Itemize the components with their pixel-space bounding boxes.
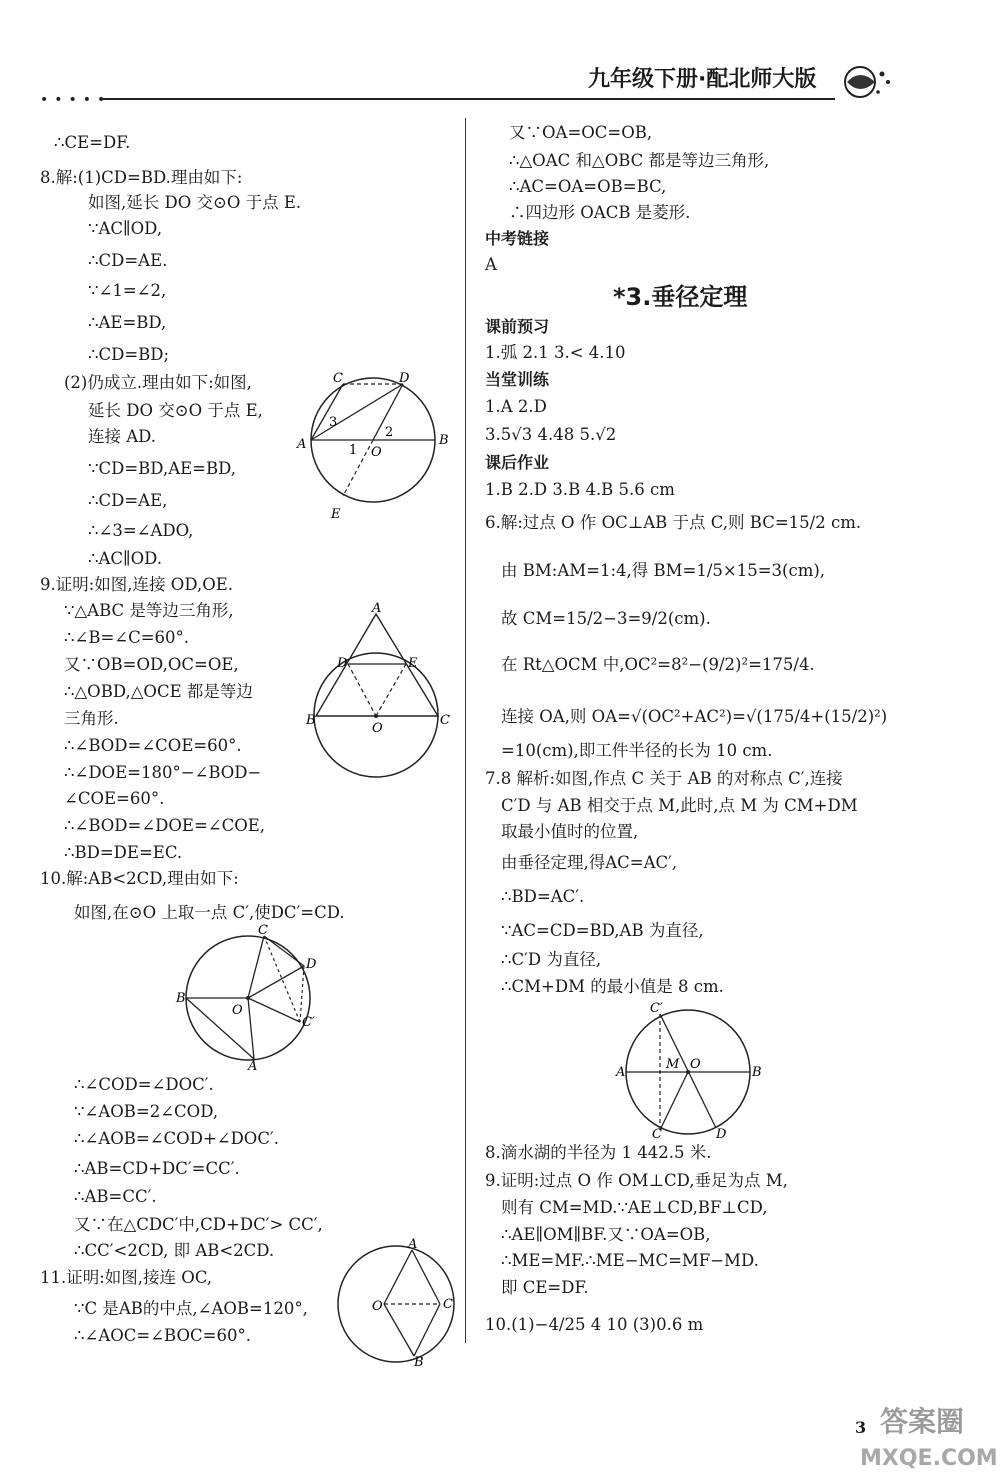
text-line: ∴AE=BD, [88,313,167,332]
point-label: C [443,1297,453,1312]
q7-line: 7.8 解析:如图,作点 C 关于 AB 的对称点 C′,连接 [485,769,843,788]
text-line: ∴四边形 OACB 是菱形. [509,203,691,222]
text-line: ∴∠BOD=∠DOE=∠COE, [64,816,266,835]
text-line: ∴AB=CD+DC′=CC′. [74,1159,240,1178]
globe-logo-icon [842,62,892,102]
text-line: ∴CD=AE. [88,251,168,270]
header-rule [100,98,835,100]
point-label: C [258,923,268,938]
section-zhongkao: 中考链接 [485,229,550,248]
text-line: 连接 AD. [88,427,157,446]
text-line: ∴∠B=∠C=60°. [64,628,190,647]
q7-line: C′D 与 AB 相交于点 M,此时,点 M 为 CM+DM [501,796,858,815]
q6-line: =10(cm),即工件半径的长为 10 cm. [501,741,773,760]
text-line: 1.A 2.D [485,397,547,416]
point-label: E [331,507,341,520]
watermark-url: MXQE.COM [860,1446,998,1471]
point-label: C′ [650,1001,663,1016]
q11-heading: 11.证明:如图,接连 OC, [40,1268,213,1287]
text-line: ∴CC′<2CD, 即 AB<2CD. [74,1241,275,1260]
angle-label: 2 [385,425,394,440]
point-label: D [306,957,317,972]
q6-line: 6.解:过点 O 作 OC⊥AB 于点 C,则 BC=15/2 cm. [485,513,862,532]
text-line: ∵△ABC 是等边三角形, [64,601,234,620]
point-label: D [399,371,410,386]
q6-line: 由 BM:AM=1:4,得 BM=1/5×15=3(cm), [501,561,826,580]
text-line: ∴∠BOD=∠COE=60°. [64,736,242,755]
point-label: B [439,433,449,448]
text-line: ∵∠1=∠2, [88,281,167,300]
point-label: B [414,1355,424,1368]
q7-line: ∴CM+DM 的最小值是 8 cm. [501,977,724,996]
figure-q7-circle [612,1000,772,1140]
point-label: D [337,656,348,671]
text-line: ∠COE=60°. [64,789,165,808]
figure-q8-circle [293,370,458,520]
text-line: 如图,延长 DO 交⊙O 于点 E. [88,193,302,212]
point-label: D [716,1127,727,1140]
point-label: A [408,1238,418,1252]
point-label: A [616,1065,626,1080]
q8-heading: 8.解:(1)CD=BD.理由如下: [40,168,243,187]
text-line: 3.5√3 4.48 5.√2 [485,425,617,444]
q7-line: ∵AC=CD=BD,AB 为直径, [501,921,704,940]
text-line: ∴△OAC 和△OBC 都是等边三角形, [509,151,770,170]
q7-line: ∴BD=AC′. [501,887,585,906]
q6-line: 在 Rt△OCM 中,OC²=8²−(9/2)²=175/4. [501,655,815,674]
point-label: M [666,1057,680,1072]
text-line: ∴∠AOC=∠BOC=60°. [74,1326,251,1345]
point-label: O [372,721,383,736]
text-line: (2)仍成立.理由如下:如图, [64,373,252,392]
text-line: 又∵OA=OC=OB, [509,123,653,142]
text-line: A [485,255,497,274]
q9-line: 则有 CM=MD.∵AE⊥CD,BF⊥CD, [501,1198,768,1217]
q6-line: 连接 OA,则 OA=√(OC²+AC²)=√(175/4+(15/2)²) [501,707,888,726]
point-label: O [690,1057,701,1072]
point-label: C [333,371,343,386]
text-line: ∴CD=AE, [88,491,168,510]
text-line: ∴∠3=∠ADO, [88,521,194,540]
q8-line: 8.滴水湖的半径为 1 442.5 米. [485,1143,712,1162]
text-line: ∴∠COD=∠DOC′. [74,1075,214,1094]
point-label: E [408,656,418,671]
q10-heading: 10.解:AB<2CD,理由如下: [40,869,239,888]
text-line: ∴CD=BD; [88,345,170,364]
point-label: C [652,1127,662,1140]
text-line: ∴AB=CC′. [74,1187,157,1206]
q7-line: 由垂径定理,得AC=AC′, [501,853,678,872]
angle-label: 1 [349,443,358,458]
point-label: C [440,713,450,728]
q7-line: ∴C′D 为直径, [501,950,602,969]
section-dtxl: 当堂训练 [485,370,550,389]
point-label: A [372,601,382,616]
text-line: ∴△OBD,△OCE 都是等边 [64,682,253,701]
text-line: 1.弧 2.1 3.< 4.10 [485,343,626,362]
text-line: 又∵在△CDC′中,CD+DC′> CC′, [74,1215,323,1234]
q10-line: 10.(1)−4/25 4 10 (3)0.6 m [485,1315,704,1334]
point-label: B [306,713,316,728]
point-label: O [371,445,382,460]
text-line: ∴∠AOB=∠COD+∠DOC′. [74,1129,279,1148]
text-line: 1.B 2.D 3.B 4.B 5.6 cm [485,480,675,499]
section-kqyx: 课前预习 [485,317,550,336]
header-title: 九年级下册·配北师大版 [588,67,817,92]
text-line: 延长 DO 交⊙O 于点 E, [88,401,263,420]
text-line: ∴CE=DF. [54,133,131,152]
watermark-logo: 答案圈 [880,1405,965,1438]
figure-q10-circle [172,922,332,1072]
point-label: A [248,1059,258,1072]
point-label: O [372,1299,383,1314]
text-line: ∴BD=DE=EC. [64,843,183,862]
text-line: ∴AC∥OD. [88,549,163,568]
text-line: ∵AC∥OD, [88,219,163,238]
chapter-title: *3.垂径定理 [613,283,748,311]
point-label: B [752,1065,762,1080]
point-label: O [232,1003,243,1018]
q6-line: 故 CM=15/2−3=9/2(cm). [501,609,711,628]
q9-line: 9.证明:过点 O 作 OM⊥CD,垂足为点 M, [485,1171,788,1190]
text-line: ∴∠DOE=180°−∠BOD− [64,763,262,782]
q9-line: 即 CE=DF. [501,1278,589,1297]
section-khzy: 课后作业 [485,453,550,472]
text-line: 如图,在⊙O 上取一点 C′,使DC′=CD. [74,903,345,922]
point-label: A [297,437,307,452]
point-label: B [176,991,186,1006]
q7-line: 取最小值时的位置, [501,822,639,841]
text-line: 又∵OB=OD,OC=OE, [64,655,239,674]
point-label: C′ [302,1015,315,1030]
text-line: 三角形. [64,709,119,728]
text-line: ∵∠AOB=2∠COD, [74,1102,219,1121]
text-line: ∵C 是AB的中点,∠AOB=120°, [74,1299,308,1318]
q9-line: ∴AE∥OM∥BF.又∵OA=OB, [501,1225,711,1244]
angle-label: 3 [329,415,338,430]
text-line: ∵CD=BD,AE=BD, [88,459,236,478]
text-line: ∴AC=OA=OB=BC, [509,177,667,196]
figure-q9-triangle [300,600,460,785]
figure-q11-circle [330,1238,470,1368]
page-number: 3 [855,1418,867,1437]
q9-line: ∴ME=MF.∴ME−MC=MF−MD. [501,1251,759,1270]
q9-heading: 9.证明:如图,连接 OD,OE. [40,575,234,594]
column-divider [465,118,466,1343]
header-dots: ••••• [40,92,112,108]
